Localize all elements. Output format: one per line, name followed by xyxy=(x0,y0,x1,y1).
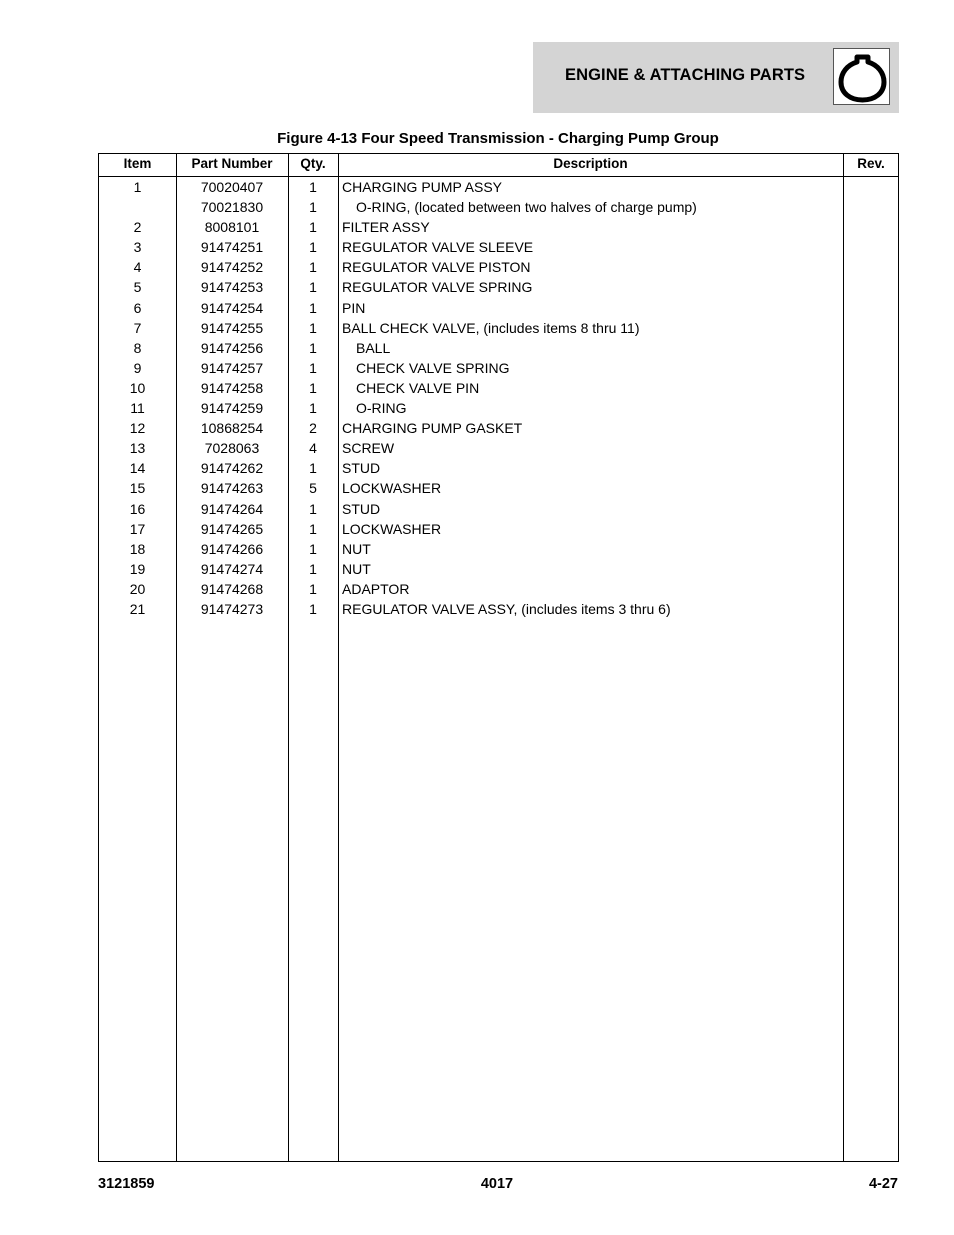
qty-cell: 1 xyxy=(309,560,317,577)
part-number-cell: 91474257 xyxy=(200,359,264,376)
part-number-cell: 91474274 xyxy=(200,560,264,577)
column-header-description: Description xyxy=(553,156,628,171)
footer-page-number: 4-27 xyxy=(868,1176,898,1192)
column-header-qty: Qty. xyxy=(300,156,326,171)
table-row xyxy=(99,378,898,398)
item-cell xyxy=(99,197,176,217)
table-row xyxy=(99,197,898,217)
qty-cell: 1 xyxy=(309,359,317,376)
table-row xyxy=(99,217,898,237)
table-row xyxy=(99,298,898,318)
part-number-cell: 91474268 xyxy=(200,580,264,597)
description-cell: ADAPTOR xyxy=(342,580,410,597)
qty-cell: 1 xyxy=(309,179,317,195)
item-cell: 21 xyxy=(129,600,146,617)
section-header-tab xyxy=(533,42,899,113)
part-number-cell: 91474258 xyxy=(200,379,264,396)
description-cell: STUD xyxy=(342,460,381,477)
qty-cell: 5 xyxy=(309,480,317,497)
item-cell: 15 xyxy=(129,480,146,497)
qty-cell: 1 xyxy=(309,259,317,276)
item-cell: 8 xyxy=(133,339,142,356)
qty-cell: 2 xyxy=(309,420,317,437)
table-row xyxy=(99,177,898,197)
part-number-cell: 70021830 xyxy=(200,199,264,216)
part-number-cell: 91474255 xyxy=(200,319,264,336)
table-row xyxy=(99,559,898,579)
item-cell: 16 xyxy=(129,500,146,517)
item-cell: 5 xyxy=(133,279,142,296)
part-number-cell: 7028063 xyxy=(204,440,260,457)
item-cell: 17 xyxy=(129,520,146,537)
qty-cell: 1 xyxy=(309,379,317,396)
item-cell: 12 xyxy=(129,420,146,437)
description-cell: BALL CHECK VALVE, (includes items 8 thru 11) xyxy=(342,319,640,336)
qty-cell: 1 xyxy=(309,540,317,557)
table-row xyxy=(99,277,898,297)
description-cell: SCREW xyxy=(342,440,395,457)
part-number-cell: 70020407 xyxy=(200,179,264,195)
table-row xyxy=(99,398,898,418)
qty-cell: 1 xyxy=(309,319,317,336)
table-row xyxy=(99,418,898,438)
table-row xyxy=(99,237,898,257)
item-cell: 6 xyxy=(133,299,142,316)
item-cell: 18 xyxy=(129,540,146,557)
table-row xyxy=(99,458,898,478)
item-cell: 3 xyxy=(133,239,142,256)
engine-outline-icon xyxy=(833,48,890,105)
table-row xyxy=(99,318,898,338)
qty-cell: 4 xyxy=(309,440,317,457)
column-header-item: Item xyxy=(123,156,152,171)
qty-cell: 1 xyxy=(309,600,317,617)
part-number-cell: 91474259 xyxy=(200,400,264,417)
part-number-cell: 91474251 xyxy=(200,239,264,256)
part-number-cell: 91474266 xyxy=(200,540,264,557)
part-number-cell: 10868254 xyxy=(200,420,264,437)
qty-cell: 1 xyxy=(309,279,317,296)
description-cell: LOCKWASHER xyxy=(342,480,442,497)
footer-model: 4017 xyxy=(480,1176,514,1192)
item-cell: 11 xyxy=(130,400,145,417)
part-number-cell: 91474256 xyxy=(200,339,264,356)
description-cell: REGULATOR VALVE PISTON xyxy=(342,259,531,276)
item-cell: 10 xyxy=(129,379,146,396)
item-cell: 7 xyxy=(133,319,142,336)
description-cell: BALL xyxy=(356,339,391,356)
figure-title: Figure 4-13 Four Speed Transmission - Charging Pump Group xyxy=(277,130,719,147)
item-cell: 13 xyxy=(129,440,146,457)
part-number-cell: 91474262 xyxy=(200,460,264,477)
table-body xyxy=(99,176,898,619)
part-number-cell: 91474273 xyxy=(200,600,264,617)
part-number-cell: 8008101 xyxy=(204,219,260,236)
qty-cell: 1 xyxy=(309,239,317,256)
parts-table xyxy=(98,153,899,1162)
description-cell: STUD xyxy=(342,500,381,517)
qty-cell: 1 xyxy=(309,219,317,236)
qty-cell: 1 xyxy=(309,500,317,517)
footer-doc-number: 3121859 xyxy=(98,1176,155,1192)
description-cell: O-RING, (located between two halves of charge pump) xyxy=(356,199,697,216)
description-cell: PIN xyxy=(342,299,366,316)
part-number-cell: 91474264 xyxy=(200,500,264,517)
description-cell: FILTER ASSY xyxy=(342,219,430,236)
description-cell: O-RING xyxy=(356,400,407,417)
table-row xyxy=(99,499,898,519)
description-cell: REGULATOR VALVE ASSY, (includes items 3 thru 6) xyxy=(342,600,671,617)
item-cell: 2 xyxy=(133,219,142,236)
part-number-cell: 91474252 xyxy=(200,259,264,276)
item-cell: 1 xyxy=(133,179,142,195)
table-row xyxy=(99,539,898,559)
description-cell: CHARGING PUMP ASSY xyxy=(342,179,503,195)
table-row xyxy=(99,599,898,619)
table-row xyxy=(99,579,898,599)
table-row xyxy=(99,438,898,458)
qty-cell: 1 xyxy=(309,400,317,417)
description-cell: NUT xyxy=(342,560,371,577)
qty-cell: 1 xyxy=(309,299,317,316)
item-cell: 20 xyxy=(129,580,146,597)
description-cell: REGULATOR VALVE SLEEVE xyxy=(342,239,534,256)
item-cell: 4 xyxy=(133,259,142,276)
description-cell: LOCKWASHER xyxy=(342,520,442,537)
qty-cell: 1 xyxy=(309,460,317,477)
qty-cell: 1 xyxy=(309,580,317,597)
table-row xyxy=(99,358,898,378)
description-cell: NUT xyxy=(342,540,371,557)
item-cell: 14 xyxy=(129,460,146,477)
qty-cell: 1 xyxy=(309,520,317,537)
part-number-cell: 91474263 xyxy=(200,480,264,497)
description-cell: CHECK VALVE PIN xyxy=(356,379,480,396)
column-header-rev: Rev. xyxy=(857,156,885,171)
table-row xyxy=(99,519,898,539)
table-row xyxy=(99,338,898,358)
qty-cell: 1 xyxy=(309,199,317,216)
description-cell: REGULATOR VALVE SPRING xyxy=(342,279,533,296)
column-header-part-number: Part Number xyxy=(191,156,273,171)
item-cell: 9 xyxy=(133,359,142,376)
qty-cell: 1 xyxy=(309,339,317,356)
description-cell: CHECK VALVE SPRING xyxy=(356,359,510,376)
part-number-cell: 91474265 xyxy=(200,520,264,537)
table-row xyxy=(99,257,898,277)
section-title: ENGINE & ATTACHING PARTS xyxy=(565,66,806,84)
description-cell: CHARGING PUMP GASKET xyxy=(342,420,523,437)
part-number-cell: 91474254 xyxy=(200,299,264,316)
table-row xyxy=(99,478,898,498)
item-cell: 19 xyxy=(129,560,146,577)
part-number-cell: 91474253 xyxy=(200,279,264,296)
